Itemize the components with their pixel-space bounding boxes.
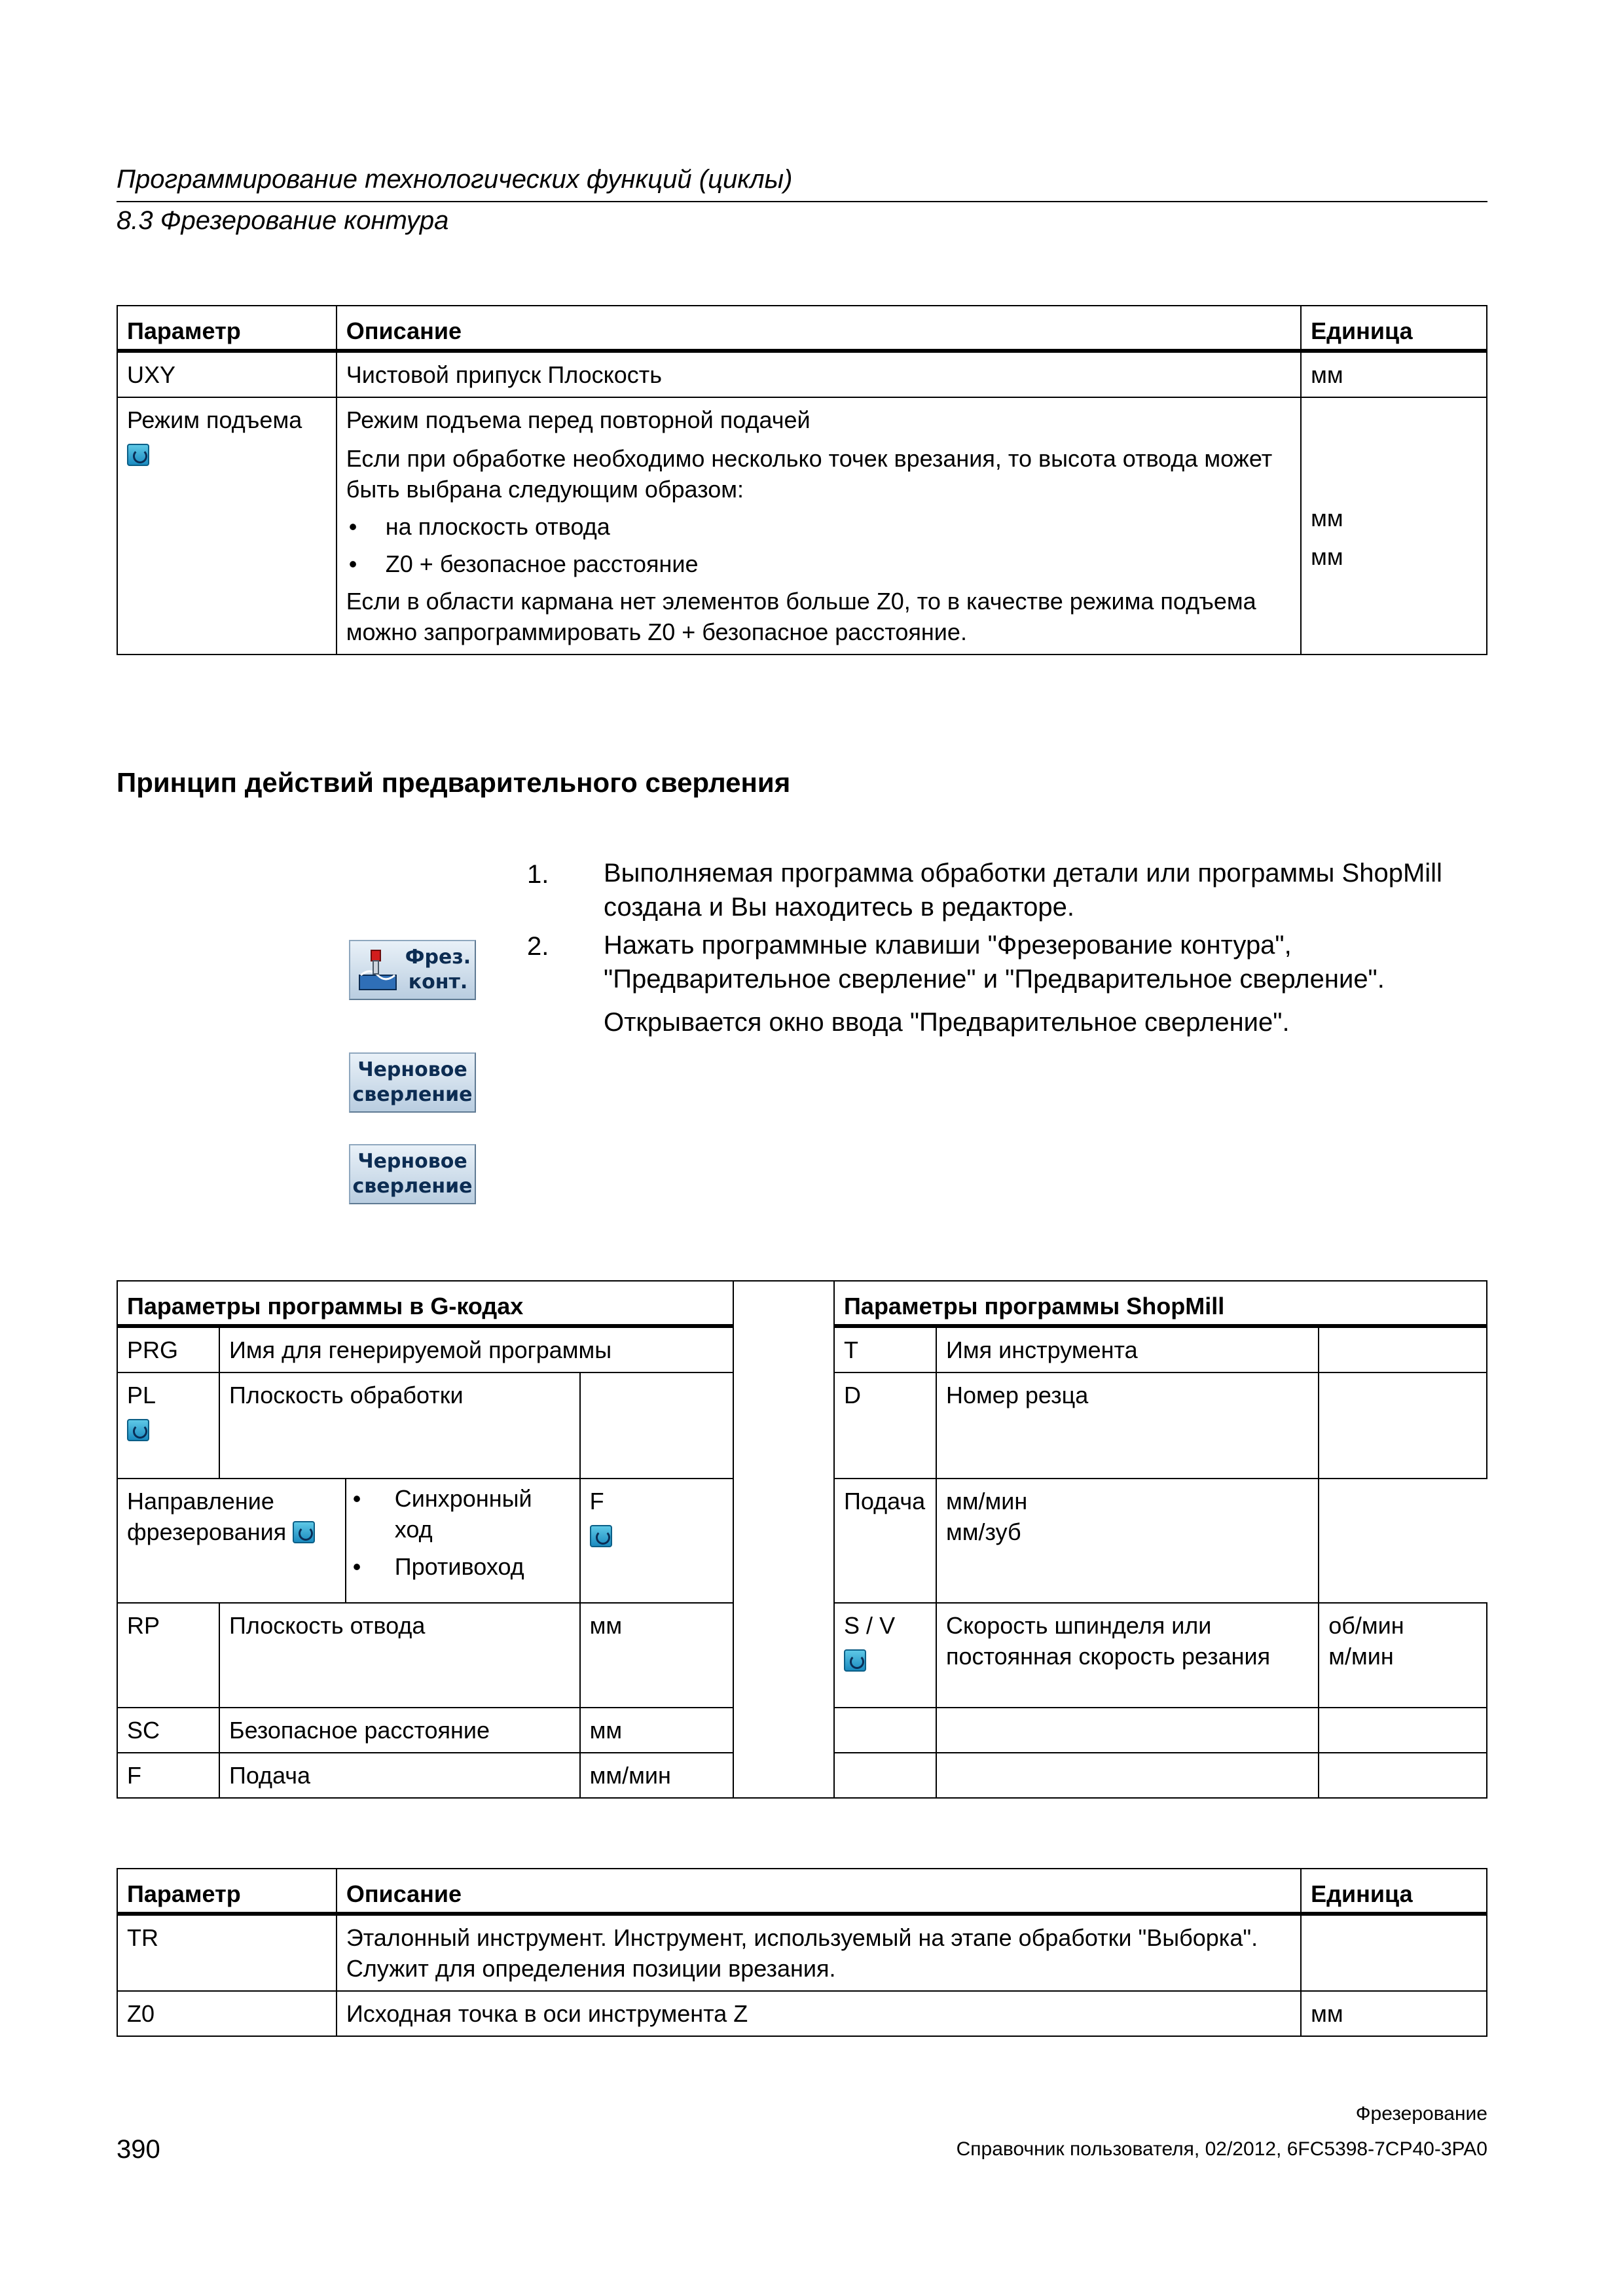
- softkey-predrill-1[interactable]: [349, 1052, 476, 1113]
- unit-value: мм/зуб: [946, 1518, 1021, 1545]
- desc-cell: Подача: [834, 1479, 936, 1603]
- unit-cell: [1319, 1603, 1487, 1708]
- footer-chapter: Фрезерование: [1355, 2103, 1487, 2125]
- param-cell: [834, 1603, 936, 1708]
- step-text: Выполняемая программа обработки детали или программы ShopMill создана и Вы находитесь в редакторе.: [604, 859, 1442, 922]
- param-cell: T: [834, 1326, 936, 1372]
- col-header-param: Параметр: [117, 1869, 337, 1914]
- cycle-toggle-icon: [127, 444, 149, 466]
- param-cell: [117, 1479, 346, 1603]
- list-item: • Z0 + безопасное расстояние: [346, 548, 1291, 579]
- spacer-column: [733, 1281, 834, 1798]
- desc-cell: Эталонный инструмент. Инструмент, используемый на этапе обработки "Выборка". Служит для определения позиции врезания.: [337, 1914, 1301, 1991]
- cycle-toggle-icon: [293, 1521, 315, 1543]
- step-number: 2.: [527, 932, 549, 961]
- program-parameters-table: [117, 1280, 1487, 1799]
- desc-line: Режим подъема перед повторной подачей: [346, 406, 811, 433]
- param-cell: D: [834, 1372, 936, 1479]
- cycle-toggle-icon: [844, 1649, 866, 1672]
- param-name-text: фрезерования: [127, 1518, 287, 1545]
- unit-cell: мм/мин: [580, 1753, 734, 1798]
- table-row: [117, 397, 1487, 655]
- unit-cell: [1319, 1372, 1487, 1479]
- gcode-params-header: Параметры программы в G-кодах: [117, 1281, 733, 1326]
- param-cell: SC: [117, 1708, 219, 1753]
- param-name: PL: [127, 1382, 156, 1408]
- header-rule: [117, 201, 1487, 202]
- option-list: [350, 1483, 570, 1582]
- unit-value: мм: [1311, 543, 1343, 570]
- options-cell: [346, 1479, 580, 1603]
- list-item: • Противоход: [350, 1551, 570, 1582]
- param-name: Режим подъема: [127, 406, 302, 433]
- softkey-contour-milling[interactable]: [349, 940, 476, 1000]
- unit-cell: [1301, 1914, 1487, 1991]
- param-name-line2: [127, 1516, 345, 1547]
- softkey-predrill-2[interactable]: [349, 1144, 476, 1204]
- unit-cell: [936, 1479, 1319, 1603]
- param-name: S / V: [844, 1612, 896, 1639]
- unit-cell: мм: [1301, 1991, 1487, 2036]
- desc-cell: Исходная точка в оси инструмента Z: [337, 1991, 1301, 2036]
- desc-cell: [337, 397, 1301, 655]
- milling-contour-icon: [357, 949, 399, 992]
- unit-value: м/мин: [1328, 1643, 1394, 1670]
- footer-manual: Справочник пользователя, 02/2012, 6FC5398-7CP40-3PA0: [956, 2138, 1487, 2160]
- running-header-section: 8.3 Фрезерование контура: [117, 206, 449, 235]
- table-row: [117, 1991, 1487, 2036]
- softkey-label-line2: сверление: [352, 1083, 473, 1106]
- cycle-toggle-icon: [127, 1419, 149, 1441]
- running-header-title: Программирование технологических функций (циклы): [117, 165, 793, 194]
- list-item: • Синхронный ход: [350, 1483, 570, 1545]
- param-cell: [117, 1372, 219, 1479]
- param-cell: UXY: [117, 351, 337, 397]
- desc-cell: Плоскость обработки: [219, 1372, 580, 1479]
- param-name: Направление: [127, 1488, 274, 1515]
- unit-cell: мм: [580, 1708, 734, 1753]
- empty-cell: [834, 1753, 936, 1798]
- step-text: Нажать программные клавиши "Фрезерование контура", "Предварительное сверление" и "Предварительное сверление".: [604, 931, 1385, 994]
- param-cell: [580, 1479, 734, 1603]
- softkey-label-line1: Черновое: [357, 1150, 467, 1173]
- desc-cell: Номер резца: [936, 1372, 1319, 1479]
- col-header-desc: Описание: [337, 306, 1301, 351]
- unit-value: об/мин: [1328, 1612, 1404, 1639]
- cycle-toggle-icon: [590, 1525, 612, 1547]
- col-header-desc: Описание: [337, 1869, 1301, 1914]
- unit-value: мм: [1311, 505, 1343, 531]
- section-heading: Принцип действий предварительного сверления: [117, 767, 791, 798]
- desc-cell: Плоскость отвода: [219, 1603, 580, 1708]
- parameter-table-2: [117, 1868, 1487, 2037]
- param-cell: Z0: [117, 1991, 337, 2036]
- col-header-unit: Единица: [1301, 1869, 1487, 1914]
- softkey-label-line2: сверление: [352, 1175, 473, 1198]
- table-row: [117, 1914, 1487, 1991]
- desc-cell: Имя инструмента: [936, 1326, 1319, 1372]
- empty-cell: [834, 1708, 936, 1753]
- param-cell: RP: [117, 1603, 219, 1708]
- table-row: [117, 351, 1487, 397]
- unit-cell: [580, 1372, 734, 1479]
- softkey-label-line2: конт.: [408, 971, 468, 994]
- step-number: 1.: [527, 860, 549, 889]
- empty-cell: [936, 1753, 1319, 1798]
- page-number: 390: [117, 2135, 160, 2164]
- softkey-label-line1: Черновое: [357, 1058, 467, 1081]
- desc-line: Если в области кармана нет элементов больше Z0, то в качестве режима подъема можно запрограммировать Z0 + безопасное расстояние.: [346, 588, 1256, 645]
- desc-line: Если при обработке необходимо несколько точек врезания, то высота отвода может быть выбрана следующим образом:: [346, 445, 1273, 503]
- unit-cell: [1301, 397, 1487, 655]
- softkey-label-line1: Фрез.: [405, 946, 471, 969]
- unit-cell: мм: [580, 1603, 734, 1708]
- param-cell: PRG: [117, 1326, 219, 1372]
- empty-cell: [1319, 1753, 1487, 1798]
- list-item: • на плоскость отвода: [346, 511, 1291, 542]
- parameter-table-1: [117, 305, 1487, 655]
- shopmill-params-header: Параметры программы ShopMill: [834, 1281, 1487, 1326]
- col-header-unit: Единица: [1301, 306, 1487, 351]
- unit-cell: [1319, 1326, 1487, 1372]
- param-cell: [117, 397, 337, 655]
- empty-cell: [1319, 1708, 1487, 1753]
- desc-cell: Скорость шпинделя или постоянная скорость резания: [936, 1603, 1319, 1708]
- option-list: [346, 511, 1291, 579]
- param-cell: TR: [117, 1914, 337, 1991]
- desc-cell: Безопасное расстояние: [219, 1708, 580, 1753]
- col-header-param: Параметр: [117, 306, 337, 351]
- desc-cell: Чистовой припуск Плоскость: [337, 351, 1301, 397]
- empty-cell: [936, 1708, 1319, 1753]
- unit-cell: мм: [1301, 351, 1487, 397]
- param-cell: F: [117, 1753, 219, 1798]
- step-result: Открывается окно ввода "Предварительное сверление".: [604, 1008, 1290, 1037]
- param-name: F: [589, 1488, 604, 1515]
- desc-cell: Подача: [219, 1753, 580, 1798]
- unit-value: мм/мин: [946, 1488, 1028, 1515]
- desc-cell: Имя для генерируемой программы: [219, 1326, 733, 1372]
